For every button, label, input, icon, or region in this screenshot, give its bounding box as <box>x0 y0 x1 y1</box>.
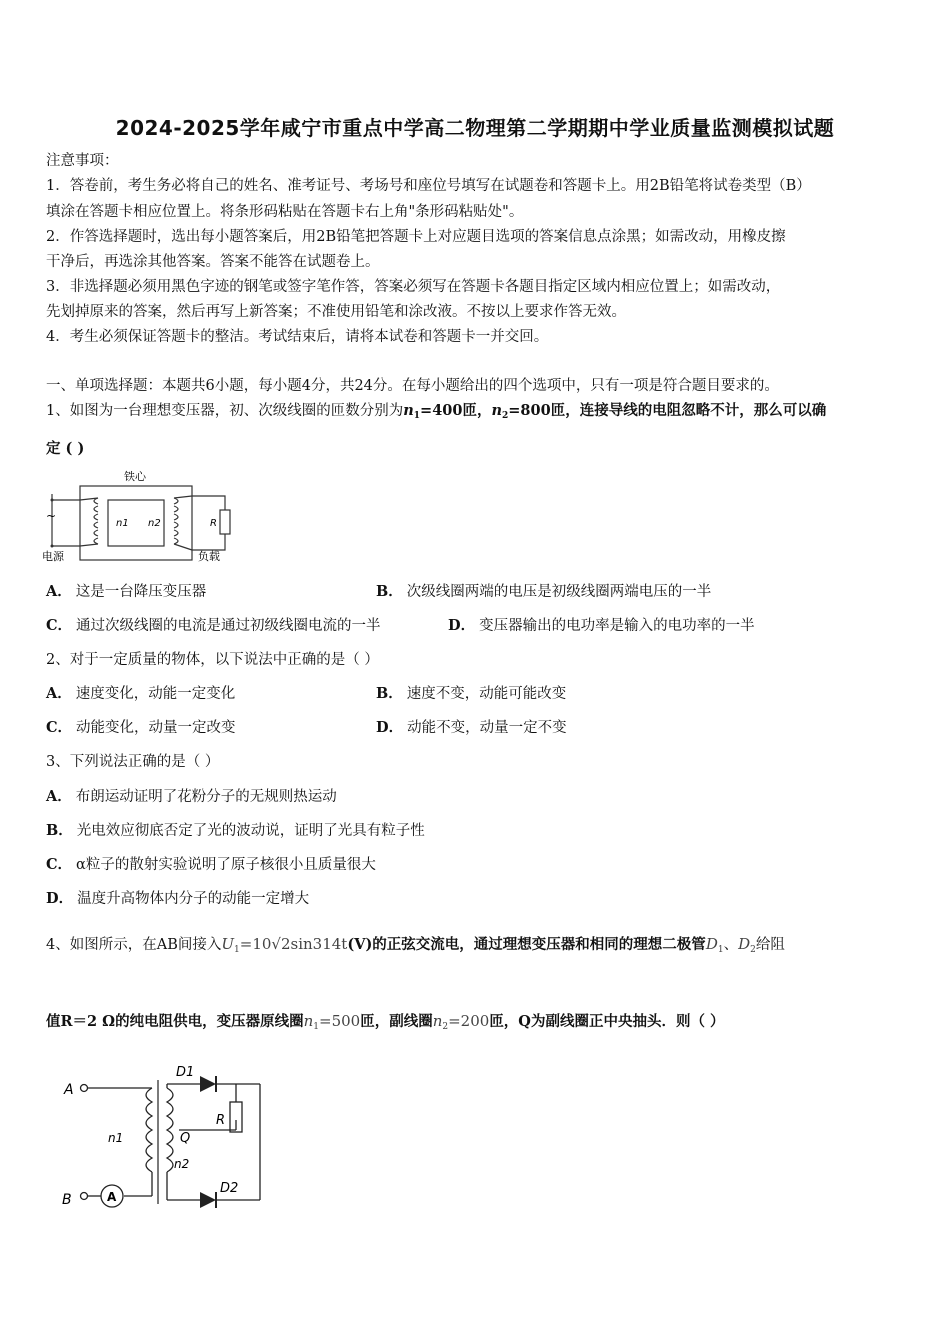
option-label: C． <box>46 617 73 634</box>
option-text: 布朗运动证明了花粉分子的无规则热运动 <box>75 789 337 805</box>
terminal-dot <box>51 545 54 548</box>
q3-option-b[interactable] <box>46 822 425 840</box>
option-label: A． <box>46 583 72 600</box>
load-label: 负载 <box>198 550 220 563</box>
option-text: α粒子的散射实验说明了原子核很小且质量很大 <box>76 857 376 873</box>
n2-sub: 2 <box>442 1022 449 1032</box>
formula-expression: =10√2sin314t <box>239 935 348 953</box>
question-2-stem: 2、对于一定质量的物体，以下说法中正确的是（ ） <box>46 652 379 668</box>
d1-sub: 1 <box>717 945 724 955</box>
question-1-stem <box>46 402 826 425</box>
question-4-stem <box>46 935 785 959</box>
q3-option-a[interactable] <box>46 788 337 806</box>
option-text: 动能不变，动量一定不变 <box>407 720 567 736</box>
option-text: 动能变化，动量一定改变 <box>76 720 236 736</box>
n2-letter: n <box>432 1012 443 1030</box>
q1-option-c[interactable] <box>46 617 381 635</box>
notice-line: 2．作答选择题时，选出每小题答案后，用2B铅笔把答题卡上对应题目选项的答案信息点涂黑；如需改动，用橡皮擦 <box>46 229 786 245</box>
option-text: 变压器输出的电功率是输入的电功率的一半 <box>479 618 755 634</box>
n1-sub: 1 <box>313 1022 319 1032</box>
source-label: 电源 <box>42 550 64 563</box>
ammeter-icon: A <box>107 1190 117 1204</box>
core-label: 铁心 <box>124 470 146 483</box>
option-text: 这是一台降压变压器 <box>75 584 207 600</box>
q4-stem-text-d: 值R＝2 Ω的纯电阻供电，变压器原线圈 <box>46 1013 304 1030</box>
q1-option-b[interactable] <box>376 583 711 601</box>
q2-option-c[interactable] <box>46 719 236 737</box>
notice-line: 填涂在答题卡相应位置上。将条形码粘贴在答题卡右上角"条形码粘贴处"。 <box>46 204 524 220</box>
q1-n2-value: =800匝，连接导线的电阻忽略不计，那么可以确 <box>508 402 827 419</box>
option-label: B． <box>376 583 403 600</box>
diode-d1 <box>706 935 724 953</box>
option-text: 光电效应彻底否定了光的波动说，证明了光具有粒子性 <box>76 823 425 839</box>
option-label: D． <box>448 617 476 634</box>
coil2-label: n2 <box>148 518 161 529</box>
option-label: B． <box>376 685 403 702</box>
q1-n2: n <box>491 402 503 419</box>
n1-value: =500 <box>319 1012 361 1030</box>
terminal-a-label: A <box>64 1082 74 1098</box>
option-text: 次级线圈两端的电压是初级线圈两端电压的一半 <box>406 584 712 600</box>
q3-option-d[interactable] <box>46 890 309 908</box>
coil1-label: n1 <box>116 518 129 529</box>
option-label: B． <box>46 822 73 839</box>
page-title: 2024-2025学年咸宁市重点中学高二物理第二学期期中学业质量监测模拟试题 <box>115 116 835 140</box>
q2-option-b[interactable] <box>376 685 566 703</box>
notice-heading: 注意事项： <box>46 153 119 169</box>
q4-stem-text-e: 匝，副线圈 <box>360 1013 433 1030</box>
terminal-dot <box>51 499 54 502</box>
option-label: C． <box>46 719 73 736</box>
q1-n1-sub: 1 <box>413 411 421 421</box>
n1-letter: n <box>303 1012 314 1030</box>
resistor-label: R <box>210 518 217 529</box>
q3-option-c[interactable] <box>46 856 376 874</box>
section-header: 一、单项选择题：本题共6小题，每小题4分，共24分。在每小题给出的四个选项中，只有一项是符合题目要求的。 <box>46 378 779 394</box>
q1-n1: n <box>403 402 414 419</box>
option-label: D． <box>46 890 74 907</box>
q4-stem-text-f: 匝，Q为副线圈正中央抽头．则（ ） <box>489 1013 725 1030</box>
tap-q-label: Q <box>180 1131 191 1146</box>
option-text: 通过次级线圈的电流是通过初级线圈电流的一半 <box>76 618 381 634</box>
notice-line: 先划掉原来的答案，然后再写上新答案；不准使用铅笔和涂改液。不按以上要求作答无效。 <box>46 304 626 320</box>
d2-label: D2 <box>220 1181 239 1196</box>
option-label: A． <box>46 685 72 702</box>
resistor-r-label: R <box>216 1113 226 1128</box>
notice-line: 4．考生必须保证答题卡的整洁。考试结束后，请将本试卷和答题卡一并交回。 <box>46 329 549 345</box>
d2-letter: D <box>738 935 751 953</box>
option-text: 温度升高物体内分子的动能一定增大 <box>77 891 310 907</box>
q1-option-d[interactable] <box>448 617 755 635</box>
question-4-stem-cont <box>46 1012 725 1036</box>
option-label: A． <box>46 788 72 805</box>
transformer-diagram <box>40 466 240 566</box>
q4-stem-text: 4、如图所示，在AB间接入 <box>46 937 222 953</box>
terminal-b-label: B <box>62 1192 72 1208</box>
d2-sub: 2 <box>750 945 756 955</box>
q1-stem-text: 1、如图为一台理想变压器，初、次级线圈的匝数分别为 <box>46 403 404 419</box>
rectifier-circuit-diagram <box>52 1058 272 1218</box>
option-label: C． <box>46 856 73 873</box>
option-text: 速度不变，动能可能改变 <box>406 686 567 702</box>
voltage-formula <box>221 935 347 953</box>
d1-label: D1 <box>176 1065 195 1080</box>
question-3-stem: 3、下列说法正确的是（ ） <box>46 754 220 770</box>
formula-u: U <box>221 935 235 953</box>
option-label: D． <box>376 719 404 736</box>
q1-n2-sub: 2 <box>502 411 509 421</box>
diode-d2-symbol <box>200 1192 216 1208</box>
q4-stem-text-b: (V)的正弦交流电，通过理想变压器和相同的理想二极管 <box>347 936 706 953</box>
q4-stem-text-c: 给阻 <box>755 937 785 953</box>
question-1-stem-cont: 定 ( ) <box>46 440 85 457</box>
formula-u-sub: 1 <box>234 945 240 955</box>
ac-symbol: ~ <box>46 509 57 523</box>
notice-line: 1．答卷前，考生务必将自己的姓名、准考证号、考场号和座位号填写在试题卷和答题卡上。用2B铅笔将试卷类型（B） <box>46 178 811 194</box>
diode-d1-symbol <box>200 1076 216 1092</box>
coil-n2-label: n2 <box>174 1157 190 1171</box>
q2-option-a[interactable] <box>46 685 235 703</box>
option-text: 速度变化，动能一定变化 <box>75 686 236 702</box>
n2-formula <box>433 1012 490 1030</box>
notice-line: 3．非选择题必须用黑色字迹的钢笔或签字笔作答，答案必须写在答题卡各题目指定区域内相应位置上；如需改动， <box>46 279 781 295</box>
n1-formula <box>304 1012 361 1030</box>
coil-n1-label: n1 <box>108 1131 124 1145</box>
separator: 、 <box>723 937 739 953</box>
q1-n1-value: =400匝， <box>420 402 492 419</box>
d1-letter: D <box>705 935 718 953</box>
q2-option-d[interactable] <box>376 719 567 737</box>
diode-d2 <box>738 935 756 953</box>
q1-option-a[interactable] <box>46 583 206 601</box>
n2-value: =200 <box>448 1012 490 1030</box>
notice-line: 干净后，再选涂其他答案。答案不能答在试题卷上。 <box>46 254 380 270</box>
